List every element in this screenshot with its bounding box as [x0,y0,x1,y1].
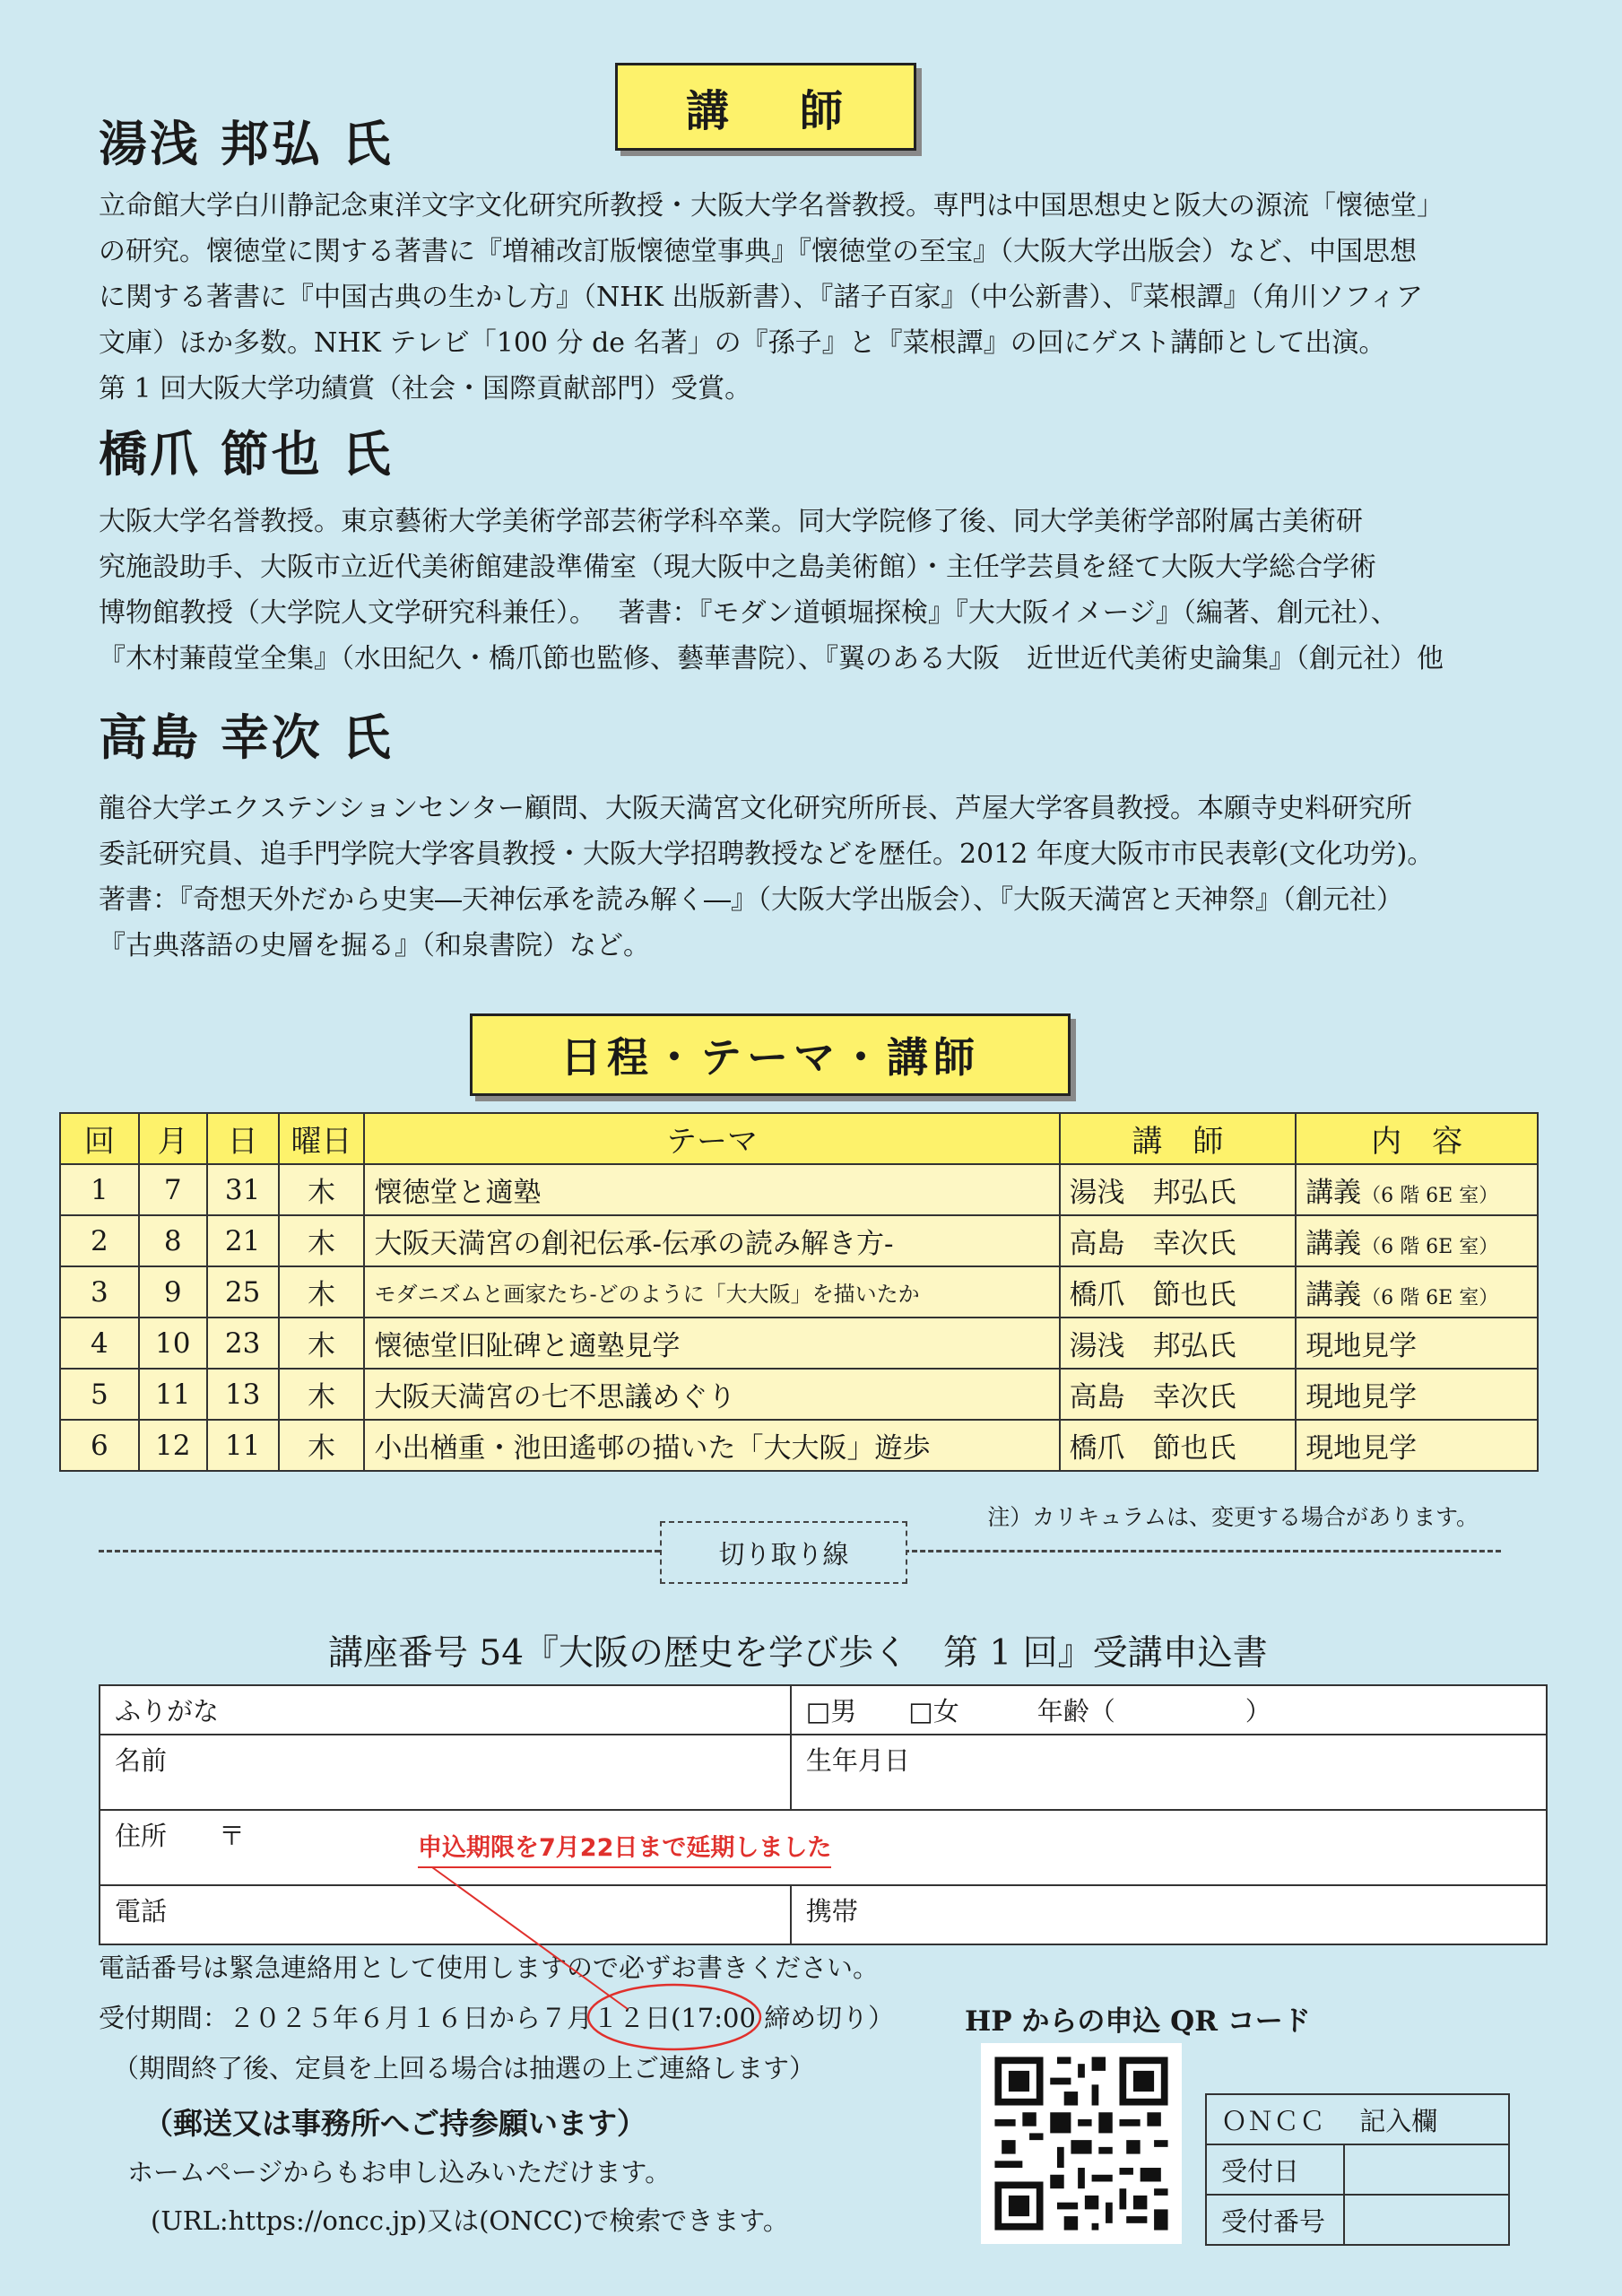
col-header-weekday: 曜日 [279,1113,365,1164]
cell-theme: 大阪天満宮の七不思議めぐり [364,1369,1059,1420]
cell-day: 23 [207,1318,279,1369]
col-header-month: 月 [139,1113,207,1164]
cell-lecturer: 湯浅 邦弘氏 [1060,1164,1297,1215]
cell-no: 5 [60,1369,139,1420]
col-header-theme: テーマ [364,1113,1059,1164]
room-info: （6 階 6E 室） [1361,1236,1499,1258]
address-field[interactable]: 住所 〒 [100,1810,1547,1885]
phone-usage-note: 電話番号は緊急連絡用として使用しますので必ずお書きください。 [99,1952,880,1983]
qr-label: HP からの申込 QR コード [965,2005,1311,2038]
cell-theme: 小出楢重・池田遙邨の描いた「大大阪」遊歩 [364,1420,1059,1471]
cell-weekday: 木 [279,1215,365,1266]
instructor-name-yuasa: 湯浅 邦弘 氏 [99,116,394,172]
bio-line: の研究。懐徳堂に関する著書に『増補改訂版懐徳堂事典』『懐徳堂の至宝』（大阪大学出版会）など、中国思想 [99,236,1417,267]
homepage-note: ホームページからもお申し込みいただけます。 [127,2157,672,2187]
content-type: 現地見学 [1305,1432,1418,1465]
cell-month: 8 [139,1215,207,1266]
cell-month: 9 [139,1266,207,1318]
room-info: （6 階 6E 室） [1361,1185,1499,1207]
curriculum-note: 注）カリキュラムは、変更する場合があります。 [987,1504,1479,1530]
cell-no: 2 [60,1215,139,1266]
cell-theme: 懐徳堂旧阯碑と適塾見学 [364,1318,1059,1369]
content-type: 現地見学 [1305,1330,1418,1362]
cell-day: 31 [207,1164,279,1215]
phone-field[interactable]: 電話 [100,1885,791,1944]
cell-no: 3 [60,1266,139,1318]
cell-month: 10 [139,1318,207,1369]
bio-line: 『古典落語の史層を掘る』（和泉書院）など。 [99,930,650,961]
furigana-field[interactable]: ふりがな [100,1685,791,1735]
bio-line: 著書：『奇想天外だから史実―天神伝承を読み解く―』（大阪大学出版会）、『大阪天満宮と天神祭』（創元社） [99,884,1403,916]
office-use-table [1205,2093,1510,2246]
cell-theme: モダニズムと画家たち-どのように「大大阪」を描いたか [364,1266,1059,1318]
cell-month: 11 [139,1369,207,1420]
office-use-header: ＯＮＣＣ 記入欄 [1206,2094,1509,2144]
cell-month: 12 [139,1420,207,1471]
gender-age-field[interactable]: □男 □女 年齢（ ） [791,1685,1547,1735]
col-header-lecturer: 講 師 [1060,1113,1297,1164]
office-received-date-label: 受付日 [1206,2144,1344,2195]
cell-weekday: 木 [279,1369,365,1420]
cell-day: 21 [207,1215,279,1266]
bio-line: 『木村蒹葭堂全集』（水田紀久・橋爪節也監修、藝華書院）、『翼のある大阪 近世近代美術史論集』（創元社）他 [99,643,1444,674]
mail-note: （郵送又は事務所へご持参願います） [143,2106,646,2141]
cell-no: 6 [60,1420,139,1471]
qr-code-icon [981,2043,1182,2244]
cell-no: 1 [60,1164,139,1215]
bio-line: に関する著書に『中国古典の生かし方』（NHK 出版新書）、『諸子百家』（中公新書）、『菜根譚』（角川ソフィア [99,282,1423,313]
bio-line: 文庫）ほか多数。NHK テレビ「100 分 de 名著」の『孫子』と『菜根譚』の回にゲスト講師として出演。 [99,327,1386,359]
cell-month: 7 [139,1164,207,1215]
cell-lecturer: 橋爪 節也氏 [1060,1420,1297,1471]
content-type: 講義 [1305,1228,1362,1260]
content-type: 現地見学 [1305,1381,1418,1413]
qr-code[interactable] [981,2043,1182,2244]
name-field[interactable]: 名前 [100,1735,791,1810]
cell-day: 13 [207,1369,279,1420]
cell-lecturer: 高島 幸次氏 [1060,1215,1297,1266]
cell-lecturer: 高島 幸次氏 [1060,1369,1297,1420]
col-header-day: 日 [207,1113,279,1164]
bio-line: 究施設助手、大阪市立近代美術館建設準備室（現大阪中之島美術館）・主任学芸員を経て大阪大学総合学術 [99,552,1376,583]
room-info: （6 階 6E 室） [1361,1287,1499,1309]
bio-line: 大阪大学名誉教授。東京藝術大学美術学部芸術学科卒業。同大学院修了後、同大学美術学部附属古美術研 [99,506,1363,537]
birthdate-field[interactable]: 生年月日 [791,1735,1547,1810]
bio-line: 龍谷大学エクステンションセンター顧問、大阪天満宮文化研究所所長、芦屋大学客員教授。本願寺史料研究所 [99,793,1413,824]
schedule-heading-tag: 日程・テーマ・講師 [470,1013,1071,1096]
bio-line: 第 1 回大阪大学功績賞（社会・国際貢献部門）受賞。 [99,373,752,404]
deadline-extension-note: 申込期限を7月22日まで延期しました [418,1828,831,1868]
office-received-date-field [1344,2144,1509,2195]
bio-line: 博物館教授（大学院人文学研究科兼任）。 著書：『モダン道頓堀探検』『大大阪イメージ』（編著、創元社）、 [99,597,1398,629]
cell-weekday: 木 [279,1266,365,1318]
cell-weekday: 木 [279,1318,365,1369]
form-title: 講座番号 54『大阪の歴史を学び歩く 第 1 回』受講申込書 [328,1633,1268,1674]
cell-lecturer: 湯浅 邦弘氏 [1060,1318,1297,1369]
bio-line: 立命館大学白川静記念東洋文字文化研究所教授・大阪大学名誉教授。専門は中国思想史と阪大の源流「懐徳堂」 [99,190,1444,222]
office-received-number-label: 受付番号 [1206,2195,1344,2245]
cell-day: 11 [207,1420,279,1471]
col-header-content: 内 容 [1296,1113,1538,1164]
annotation-line [432,1867,628,2009]
bio-line: 委託研究員、追手門学院大学客員教授・大阪大学招聘教授などを歴任。2012 年度大阪市市民表彰(文化功労)。 [99,839,1435,870]
office-received-number-field [1344,2195,1509,2245]
col-header-no: 回 [60,1113,139,1164]
cell-weekday: 木 [279,1164,365,1215]
cell-no: 4 [60,1318,139,1369]
instructor-name-takashima: 高島 幸次 氏 [99,709,394,766]
cut-line-label: 切り取り線 [660,1521,907,1584]
cell-theme: 大阪天満宮の創祀伝承-伝承の読み解き方- [364,1215,1059,1266]
content-type: 講義 [1305,1177,1362,1209]
application-period: 受付期間：２０２５年６月１６日から７月１２日(17:00 締め切り） [99,2003,895,2033]
cell-theme: 懐徳堂と適塾 [364,1164,1059,1215]
mobile-field[interactable]: 携帯 [791,1885,1547,1944]
instructors-heading-char-2: 師 [800,85,846,136]
cell-lecturer: 橋爪 節也氏 [1060,1266,1297,1318]
cell-weekday: 木 [279,1420,365,1471]
cell-day: 25 [207,1266,279,1318]
instructors-heading-char-1: 講 [685,85,732,136]
content-type: 講義 [1305,1279,1362,1311]
lottery-note: （期間終了後、定員を上回る場合は抽選の上ご連絡します） [113,2053,816,2083]
annotation-circle [588,1985,760,2049]
instructor-name-hashizume: 橋爪 節也 氏 [99,426,394,483]
url-note[interactable]: (URL:https://oncc.jp)又は(ONCC)で検索できます。 [151,2205,789,2236]
